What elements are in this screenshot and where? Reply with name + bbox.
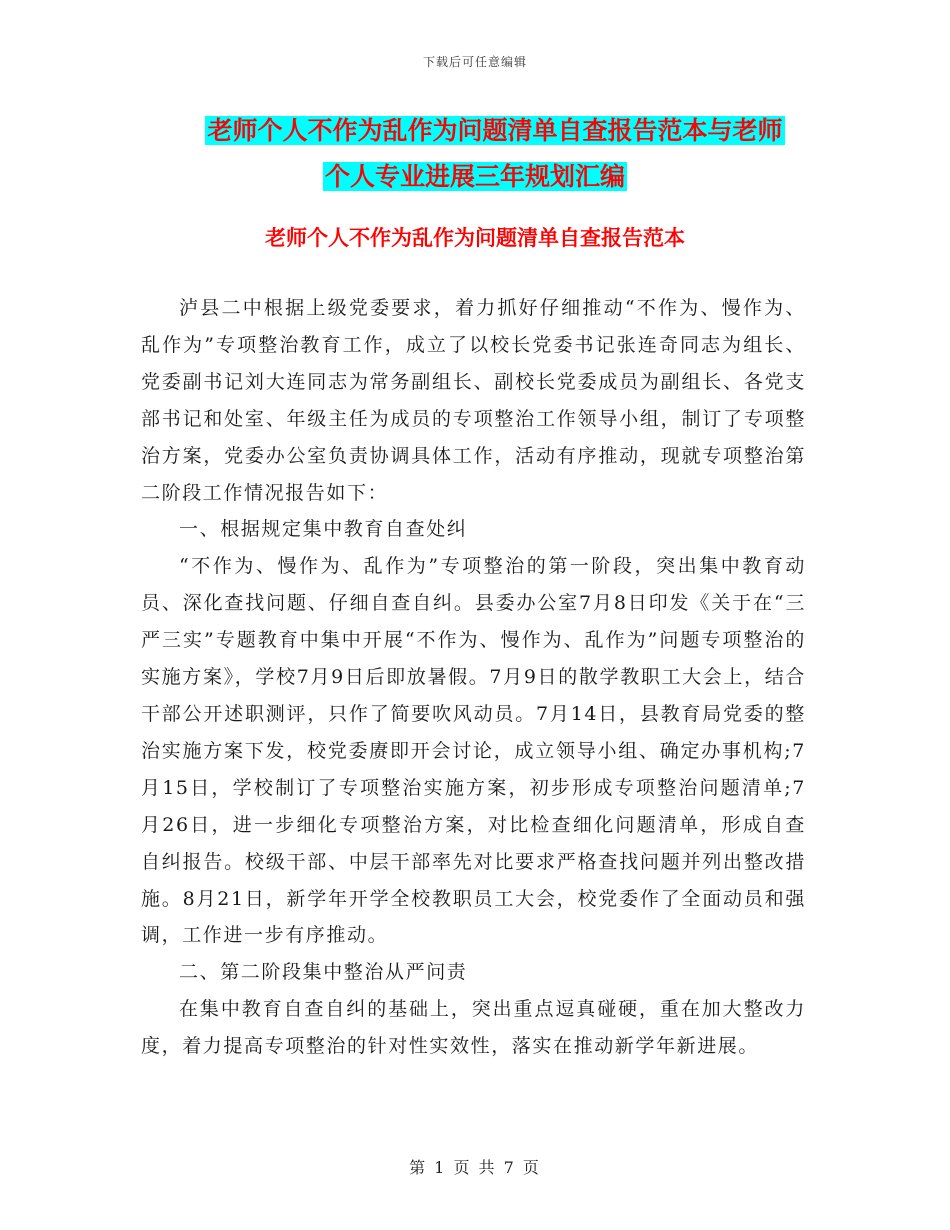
section-heading-1: 一、根据规定集中教育自查处纠 <box>179 518 468 541</box>
section-heading-2: 二、第二阶段集中整治从严问责 <box>179 961 468 984</box>
document-title-line-2: 个人专业进展三年规划汇编 <box>324 162 625 191</box>
page-footer: 第 1 页 共 7 页 <box>409 1158 541 1177</box>
document-title <box>0 108 950 200</box>
paragraph-intro: 泸县二中根据上级党委要求，着力抓好仔细推动“不作为、慢作为、乱作为”专项整治教育工作，成立了以校长党委书记张连奇同志为组长、党委副书记刘大连同志为常务副组长、副校长党委成员为副组长、各党支部书记和处室、年级主任为成员的专项整治工作领导小组，制订了专项整治方案，党委办公室负责协调具体工作，活动有序推动，现就专项整治第二阶段工作情况报告如下： <box>141 297 806 504</box>
document-body <box>141 290 806 1065</box>
paragraph-section-1: “不作为、慢作为、乱作为”专项整治的第一阶段，突出集中教育动员、深化查找问题、仔细自查自纠。县委办公室7月8日印发《关于在“三严三实”专题教育中集中开展“不作为、慢作为、乱作为”问题专项整治的实施方案》，学校7月9日后即放暑假。7月9日的散学教职工大会上，结合干部公开述职测评，只作了简要吹风动员。7月14日，县教育局党委的整治实施方案下发，校党委赓即开会讨论，成立领导小组、确定办事机构;7月15日，学校制订了专项整治实施方案，初步形成专项整治问题清单;7月26日，进一步细化专项整治方案，对比检查细化问题清单，形成自查自纠报告。校级干部、中层干部率先对比要求严格查找问题并列出整改措施。8月21日，新学年开学全校教职员工大会，校党委作了全面动员和强调，工作进一步有序推动。 <box>141 555 806 947</box>
page-header-note: 下载后可任意编辑 <box>422 55 527 69</box>
paragraph-section-2: 在集中教育自查自纠的基础上，突出重点逗真碰硬，重在加大整改力度，着力提高专项整治的针对性实效性，落实在推动新学年新进展。 <box>141 998 806 1058</box>
section-title: 老师个人不作为乱作为问题清单自查报告范本 <box>265 226 685 250</box>
document-title-line-1: 老师个人不作为乱作为问题清单自查报告范本与老师 <box>207 116 783 145</box>
